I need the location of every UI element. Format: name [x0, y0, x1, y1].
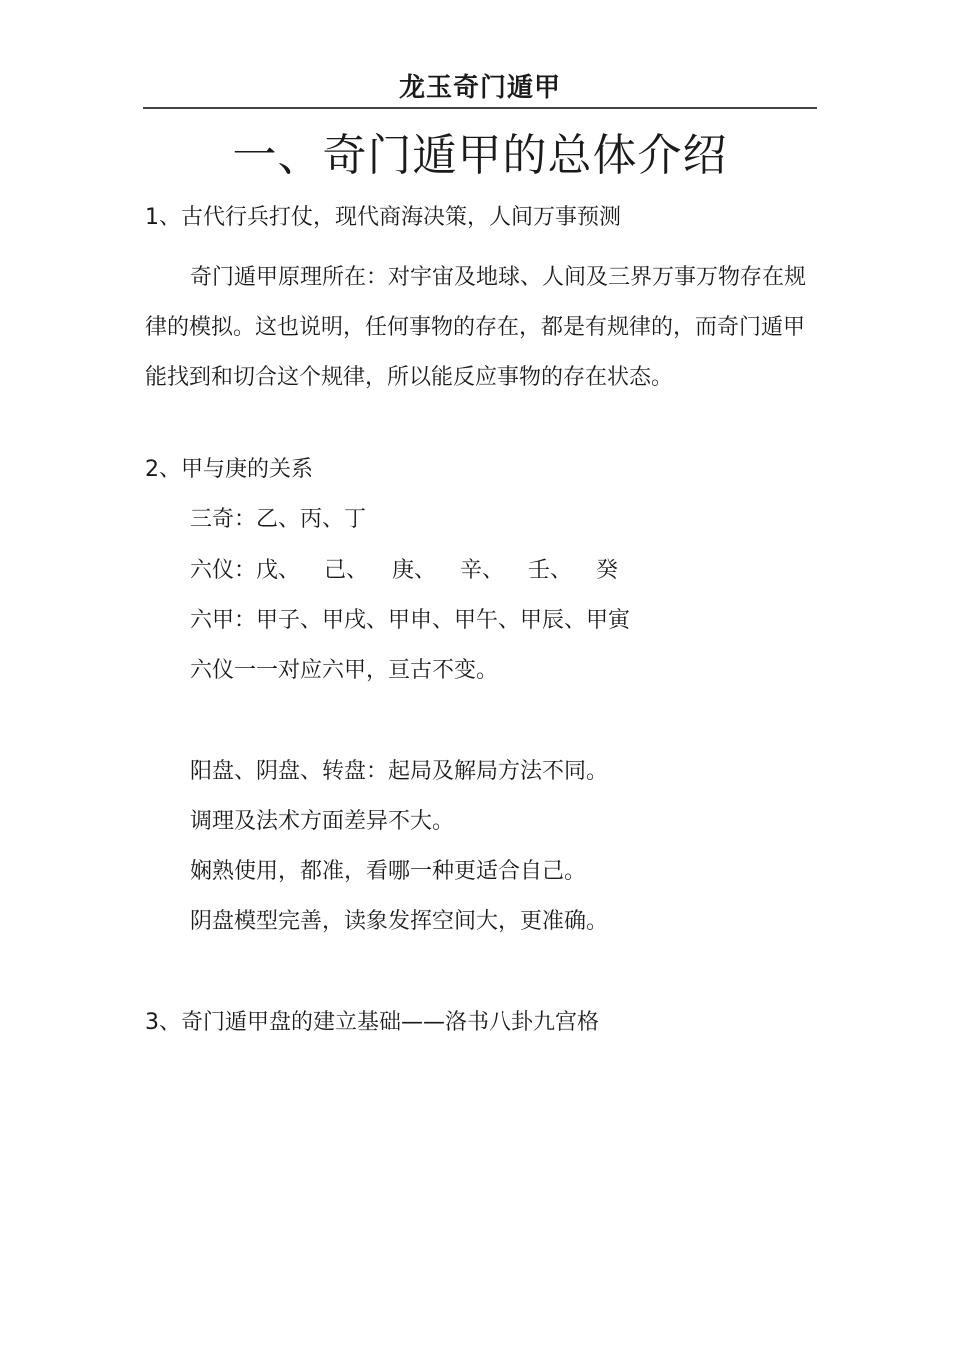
- section-1-paragraph: 奇门遁甲原理所在：对宇宙及地球、人间及三界万事万物存在规律的模拟。这也说明，任何事物的存在，都是有规律的，而奇门遁甲能找到和切合这个规律，所以能反应事物的存在状态。: [145, 265, 807, 390]
- chapter-title: 一、奇门遁甲的总体介绍: [232, 130, 728, 181]
- liu-yi-item: 壬、: [528, 558, 573, 583]
- liu-yi-item: 辛、: [460, 558, 505, 583]
- liu-yi-item: 癸: [596, 558, 619, 583]
- page-header: [143, 68, 817, 108]
- section-2-heading: 2、甲与庚的关系: [145, 457, 313, 482]
- correspondence-line: 六仪一一对应六甲，亘古不变。: [190, 658, 499, 683]
- document-header-title: 龙玉奇门遁甲: [398, 73, 561, 103]
- liu-jia-line: 六甲：甲子、甲戌、甲申、甲午、甲辰、甲寅: [190, 608, 631, 633]
- section-1-heading: 1、古代行兵打仗，现代商海决策，人间万事预测: [145, 205, 621, 230]
- note-line: 阴盘模型完善，读象发挥空间大，更准确。: [190, 909, 609, 934]
- note-line: 阳盘、阴盘、转盘：起局及解局方法不同。: [190, 759, 609, 784]
- note-line: 娴熟使用，都准，看哪一种更适合自己。: [190, 859, 587, 884]
- note-line: 调理及法术方面差异不大。: [190, 809, 455, 834]
- san-qi-line: 三奇：乙、丙、丁: [190, 507, 367, 532]
- liu-yi-line: [190, 556, 618, 586]
- header-divider: [143, 107, 817, 109]
- section-3-heading: 3、奇门遁甲盘的建立基础——洛书八卦九宫格: [145, 1010, 599, 1035]
- liu-yi-label: 六仪：: [190, 558, 257, 583]
- liu-yi-item: 庚、: [392, 558, 437, 583]
- liu-yi-item: 戊、: [256, 558, 301, 583]
- liu-yi-item: 己、: [324, 558, 369, 583]
